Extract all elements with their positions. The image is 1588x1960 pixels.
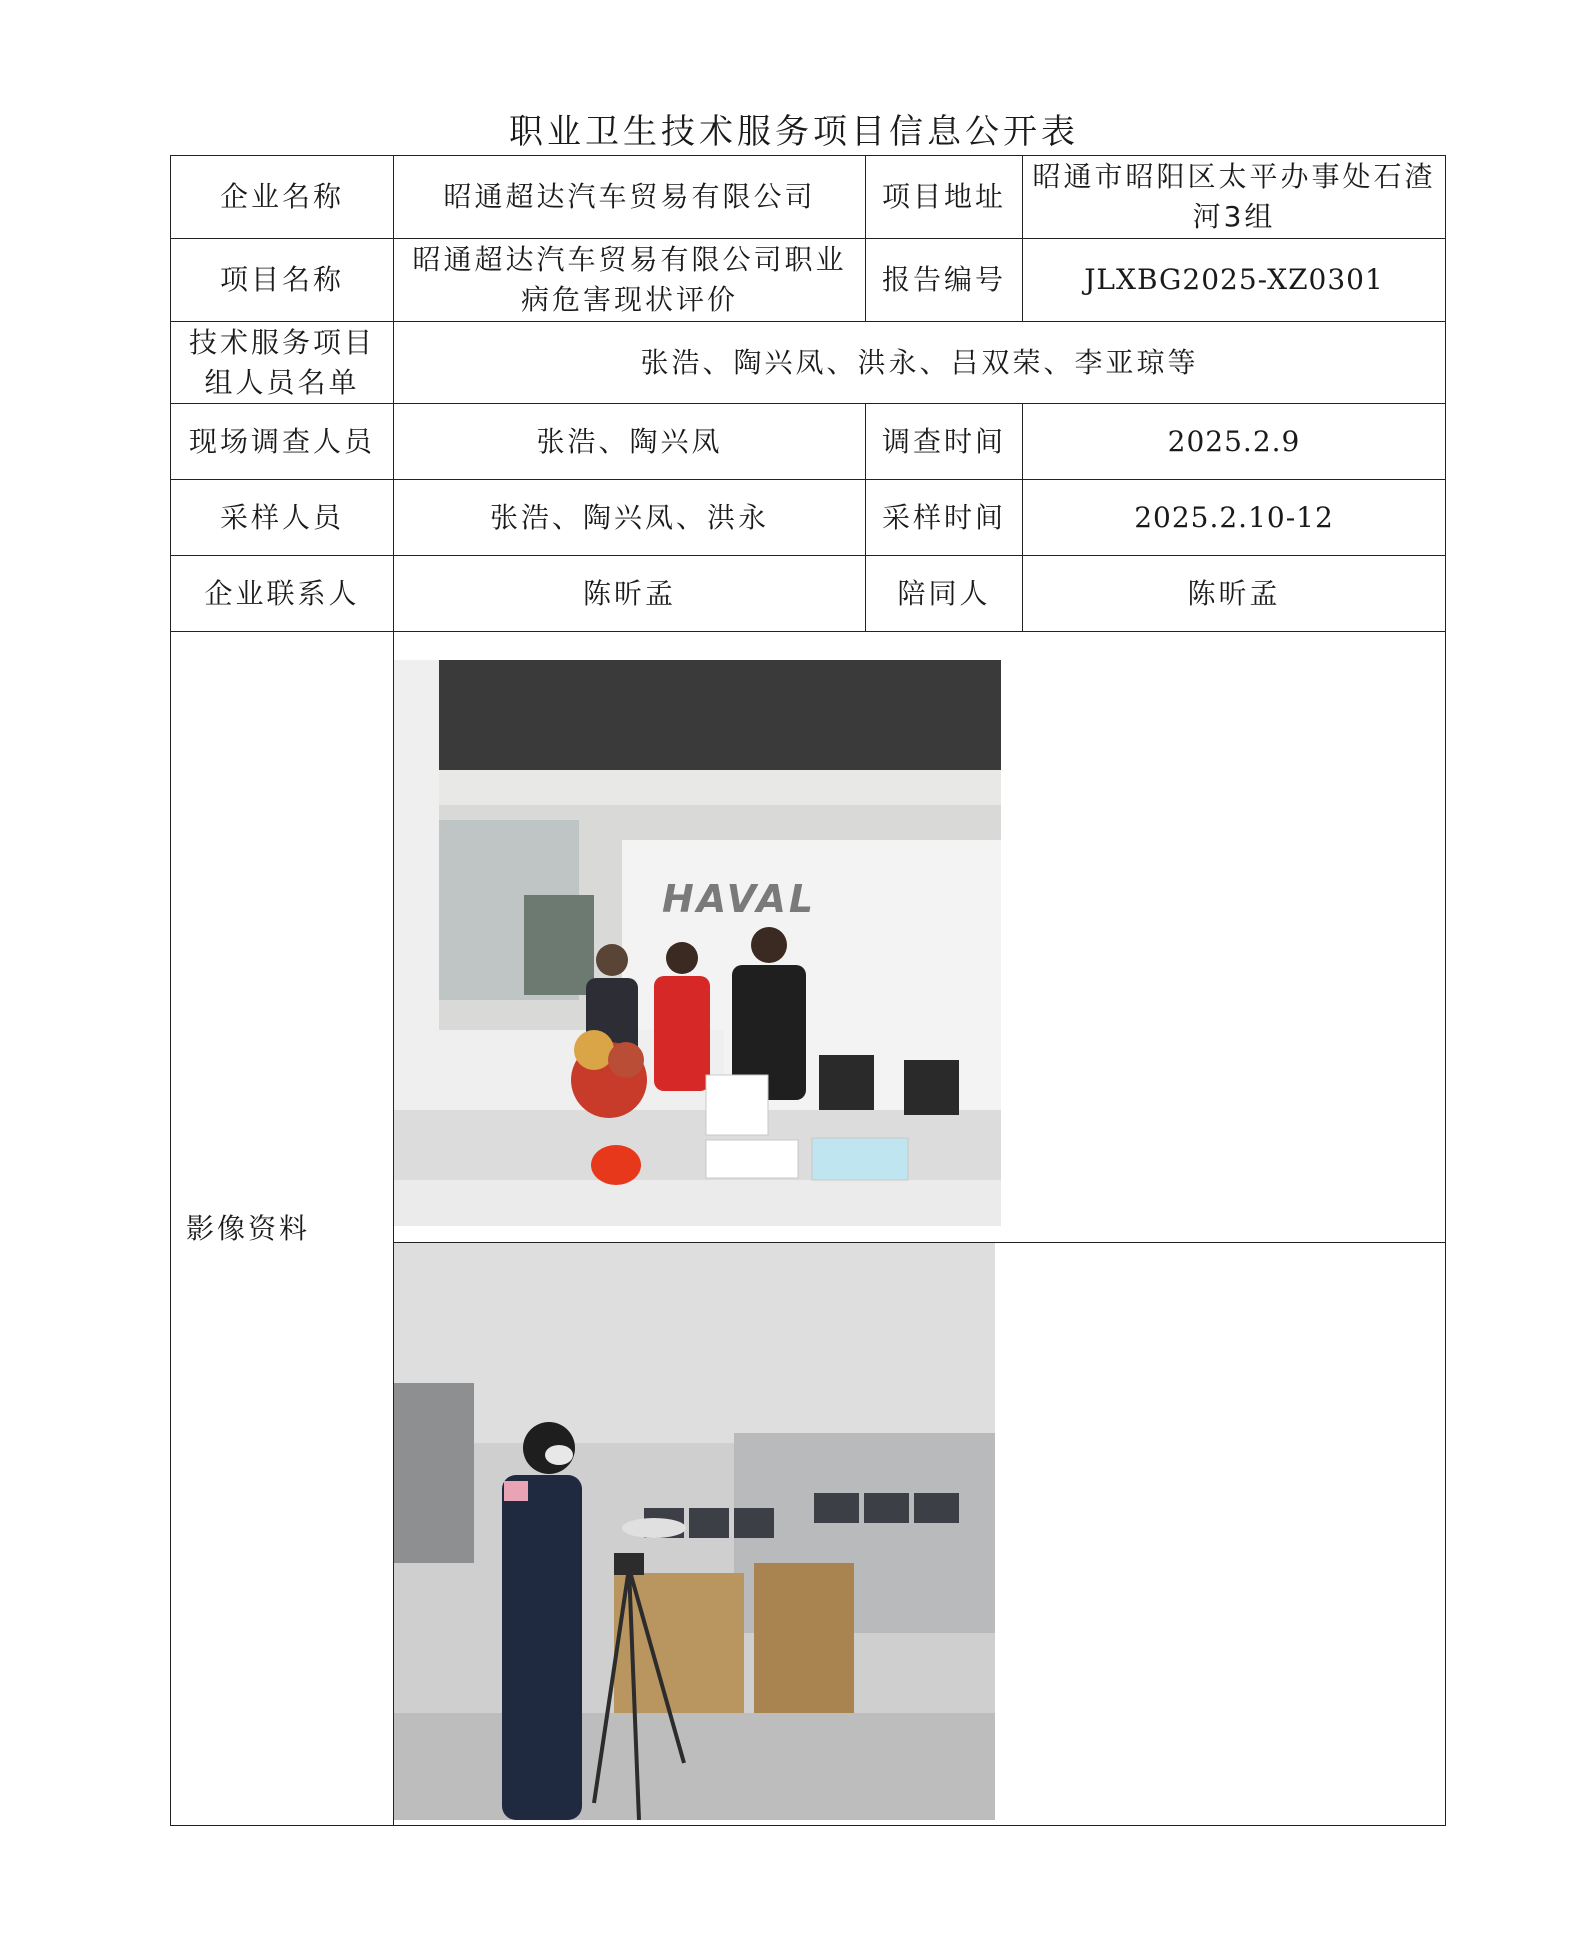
photo-block-1 <box>394 632 1445 1243</box>
table-row <box>171 322 1446 404</box>
table-row <box>171 480 1446 556</box>
sampling-time-value: 2025.2.10-12 <box>1023 480 1446 556</box>
table-row <box>171 156 1446 239</box>
survey-time-value: 2025.2.9 <box>1023 404 1446 480</box>
project-label: 项目名称 <box>171 239 394 322</box>
survey-time-label: 调查时间 <box>866 404 1023 480</box>
team-value: 张浩、陶兴凤、洪永、吕双荣、李亚琼等 <box>394 322 1446 404</box>
survey-staff-value: 张浩、陶兴凤 <box>394 404 866 480</box>
sampling-staff-label: 采样人员 <box>171 480 394 556</box>
address-label: 项目地址 <box>866 156 1023 239</box>
report-label: 报告编号 <box>866 239 1023 322</box>
images-cell <box>394 632 1446 1826</box>
report-value: JLXBG2025-XZ0301 <box>1023 239 1446 322</box>
company-label: 企业名称 <box>171 156 394 239</box>
companion-value: 陈昕孟 <box>1023 556 1446 632</box>
showroom-photo <box>394 660 1001 1226</box>
page-title: 职业卫生技术服务项目信息公开表 <box>509 112 1079 152</box>
info-table <box>170 155 1446 1826</box>
project-value: 昭通超达汽车贸易有限公司职业病危害现状评价 <box>394 239 866 322</box>
survey-staff-label: 现场调查人员 <box>171 404 394 480</box>
address-value: 昭通市昭阳区太平办事处石渣河3组 <box>1023 156 1446 239</box>
contact-label: 企业联系人 <box>171 556 394 632</box>
companion-label: 陪同人 <box>866 556 1023 632</box>
worker <box>502 1422 582 1820</box>
workshop-photo <box>394 1243 995 1820</box>
photo-block-2 <box>394 1243 1445 1825</box>
sampling-staff-value: 张浩、陶兴凤、洪永 <box>394 480 866 556</box>
table-row <box>171 239 1446 322</box>
table-row <box>171 556 1446 632</box>
images-label: 影像资料 <box>171 632 394 1826</box>
table-row <box>171 404 1446 480</box>
company-value: 昭通超达汽车贸易有限公司 <box>394 156 866 239</box>
table-row <box>171 632 1446 1826</box>
contact-value: 陈昕孟 <box>394 556 866 632</box>
haval-logo: HAVAL <box>662 877 817 921</box>
team-label: 技术服务项目组人员名单 <box>171 322 394 404</box>
sampling-time-label: 采样时间 <box>866 480 1023 556</box>
